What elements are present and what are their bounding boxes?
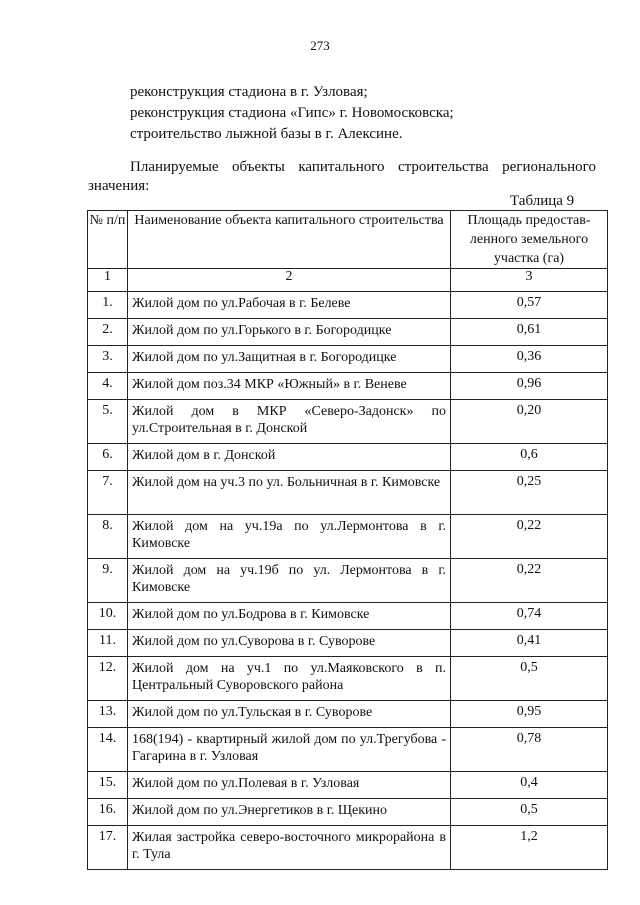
planned-objects-paragraph: [88, 158, 596, 196]
table-column-index-row: [88, 269, 608, 292]
land-area: 0,57: [451, 292, 608, 319]
table-caption: Таблица 9: [510, 193, 575, 209]
paragraph-word: регионального: [502, 159, 596, 175]
row-number: 1.: [88, 292, 128, 319]
intro-list: [130, 82, 454, 145]
object-name: Жилой дом в МКР «Северо-Задонск» по ул.Строительная в г. Донской: [128, 400, 451, 444]
table-row: [88, 515, 608, 559]
land-area: 0,95: [451, 701, 608, 728]
paragraph-word: строительства: [398, 159, 489, 175]
header-object-name: Наименование объекта капитального строительства: [128, 211, 451, 269]
object-name: Жилой дом по ул.Бодрова в г. Кимовске: [128, 603, 451, 630]
object-name: Жилой дом по ул.Энергетиков в г. Щекино: [128, 799, 451, 826]
object-name: Жилой дом по ул.Защитная в г. Богородицке: [128, 346, 451, 373]
intro-line: реконструкция стадиона в г. Узловая;: [130, 84, 368, 100]
table-row: [88, 603, 608, 630]
row-number: 5.: [88, 400, 128, 444]
row-number: 17.: [88, 826, 128, 870]
object-name: Жилой дом по ул.Горького в г. Богородицке: [128, 319, 451, 346]
object-name: Жилой дом по ул.Тульская в г. Суворове: [128, 701, 451, 728]
paragraph-line: [88, 158, 596, 177]
paragraph-word: объекты: [231, 159, 285, 175]
row-number: 14.: [88, 728, 128, 772]
column-index: 1: [88, 269, 128, 292]
row-number: 6.: [88, 444, 128, 471]
row-number: 10.: [88, 603, 128, 630]
table-row: [88, 400, 608, 444]
page-number: 273: [310, 38, 330, 53]
object-name: 168(194) - квартирный жилой дом по ул.Трегубова - Гагарина в г. Узловая: [128, 728, 451, 772]
table-row: [88, 701, 608, 728]
object-name: Жилой дом на уч.3 по ул. Больничная в г. Кимовске: [128, 471, 451, 515]
object-name: Жилой дом на уч.19а по ул.Лермонтова в г. Кимовске: [128, 515, 451, 559]
row-number: 11.: [88, 630, 128, 657]
land-area: 0,22: [451, 515, 608, 559]
paragraph-word: Планируемые: [130, 159, 219, 175]
row-number: 12.: [88, 657, 128, 701]
row-number: 9.: [88, 559, 128, 603]
row-number: 3.: [88, 346, 128, 373]
row-number: 4.: [88, 373, 128, 400]
row-number: 2.: [88, 319, 128, 346]
land-area: 0,74: [451, 603, 608, 630]
paragraph-line: значения:: [88, 178, 150, 194]
table-row: [88, 657, 608, 701]
land-area: 0,78: [451, 728, 608, 772]
header-number: № п/п: [88, 211, 128, 269]
table-row: [88, 826, 608, 870]
table-row: [88, 799, 608, 826]
table-row: [88, 346, 608, 373]
row-number: 13.: [88, 701, 128, 728]
land-area: 0,5: [451, 657, 608, 701]
table-row: [88, 728, 608, 772]
land-area: 0,96: [451, 373, 608, 400]
object-name: Жилой дом по ул.Рабочая в г. Белеве: [128, 292, 451, 319]
column-index: 2: [128, 269, 451, 292]
column-index: 3: [451, 269, 608, 292]
object-name: Жилой дом по ул.Суворова в г. Суворове: [128, 630, 451, 657]
header-area: Площадь предостав-ленного земельного участка (га): [451, 211, 608, 269]
land-area: 1,2: [451, 826, 608, 870]
land-area: 0,36: [451, 346, 608, 373]
row-number: 16.: [88, 799, 128, 826]
table-header-row: [88, 211, 608, 269]
table-body: [88, 292, 608, 870]
land-area: 0,20: [451, 400, 608, 444]
land-area: 0,5: [451, 799, 608, 826]
object-name: Жилой дом в г. Донской: [128, 444, 451, 471]
land-area: 0,25: [451, 471, 608, 515]
table-row: [88, 559, 608, 603]
object-name: Жилой дом на уч.19б по ул. Лермонтова в г. Кимовске: [128, 559, 451, 603]
land-area: 0,22: [451, 559, 608, 603]
row-number: 7.: [88, 471, 128, 515]
intro-line: реконструкция стадиона «Гипс» г. Новомосковска;: [130, 105, 454, 121]
intro-line: строительство лыжной базы в г. Алексине.: [130, 126, 403, 142]
land-area: 0,4: [451, 772, 608, 799]
land-area: 0,61: [451, 319, 608, 346]
table-row: [88, 292, 608, 319]
land-area: 0,6: [451, 444, 608, 471]
table-row: [88, 444, 608, 471]
table-row: [88, 630, 608, 657]
land-area: 0,41: [451, 630, 608, 657]
objects-table: [87, 210, 608, 870]
object-name: Жилая застройка северо-восточного микрорайона в г. Тула: [128, 826, 451, 870]
paragraph-word: капитального: [298, 159, 385, 175]
row-number: 8.: [88, 515, 128, 559]
table-row: [88, 373, 608, 400]
table-row: [88, 772, 608, 799]
object-name: Жилой дом поз.34 МКР «Южный» в г. Веневе: [128, 373, 451, 400]
object-name: Жилой дом на уч.1 по ул.Маяковского в п. Центральный Суворовского района: [128, 657, 451, 701]
table-row: [88, 471, 608, 515]
table-row: [88, 319, 608, 346]
row-number: 15.: [88, 772, 128, 799]
object-name: Жилой дом по ул.Полевая в г. Узловая: [128, 772, 451, 799]
